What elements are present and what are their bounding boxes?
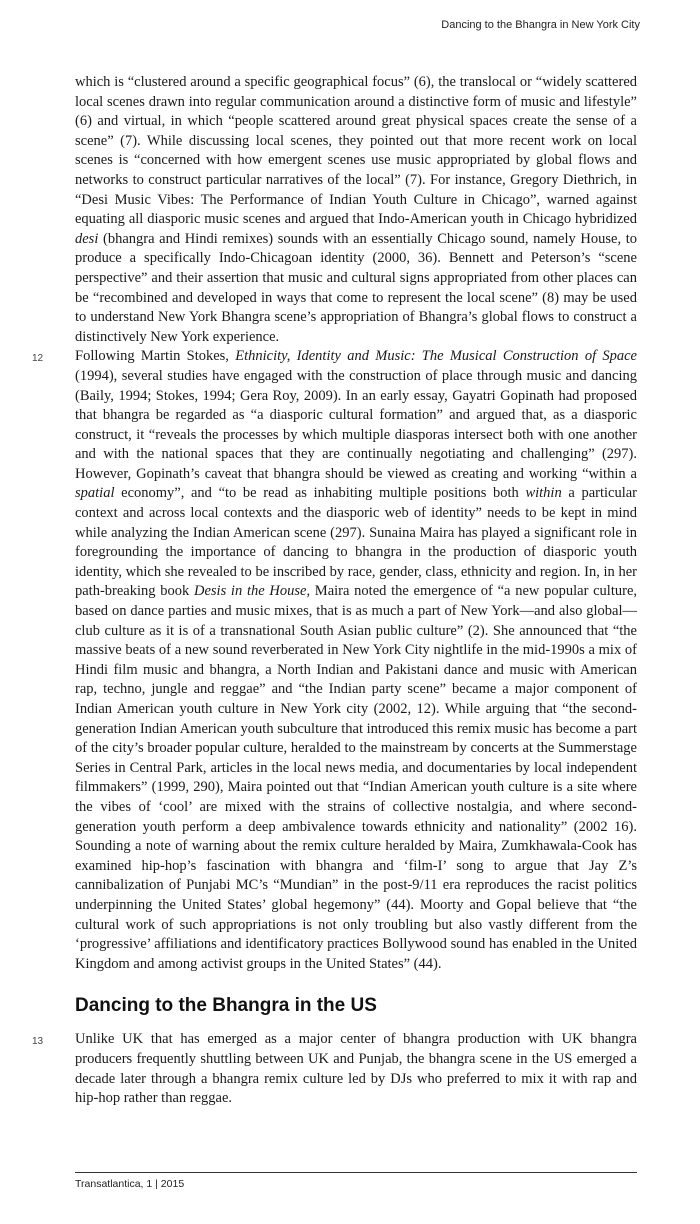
paragraph-number: 12 (32, 353, 44, 365)
paragraph-number: 13 (32, 1036, 44, 1048)
paragraph-1 (75, 73, 637, 347)
section-heading: Dancing to the Bhangra in the US (75, 995, 377, 1017)
running-head: Dancing to the Bhangra in New York City (441, 19, 640, 31)
article-body (32, 73, 638, 1109)
italic-term: desi (75, 230, 99, 247)
footer: Transatlantica, 1 | 2015 (75, 1178, 185, 1190)
footer-divider (75, 1172, 637, 1173)
paragraph-text: Following Martin Stokes, (75, 348, 236, 365)
paragraph-12 (32, 347, 638, 974)
paragraph-text: economy”, and “to be read as inhabiting multiple positions both (114, 485, 526, 502)
paragraph-13 (32, 1030, 637, 1108)
book-title: Ethnicity, Identity and Music: The Musical Construction of Space (235, 348, 637, 365)
paragraph-text: which is “clustered around a specific geographical focus” (6), the translocal or “widely scattered local scenes drawn into regular communication around a distinctive form of music and lifestyle” (6) and virtual, in which “people scattered around great physical spaces create the sense of a scene” (7). While discussing local scenes, they pointed out that more recent work on local scenes is “concerned with how emergent scenes use music appropriated by global flows and networks to construct particular narratives of the local” (7). For instance, Gregory Diethrich, in “Desi Music Vibes: The Performance of Indian Youth Culture in Chicago”, warned against equating all diasporic music scenes and argued that Indo-American youth in Chicago hybridized (75, 74, 637, 228)
paragraph-text: , Maira noted the emergence of “a new popular culture, based on dance parties and music mixes, that is as much a part of New York—and also global—club culture as it is of a transnational South Asian public culture” (2). She announced that “the massive beats of a new sound reverberated in New York City nightlife in the mid-1990s a mix of Hindi film music and bhangra, a North Indian and Pakistani dance and music with American rap, techno, jungle and reggae” and “the Indian party scene” became a major component of Indian American youth culture in New York city (2002, 12). While arguing that “the second-generation Indian American youth subculture that introduced this remix music has become a part of the city’s broader popular culture, heralded to the mainstream by concerts at the Summerstage Series in Central Park, articles in the local news media, and documentaries by local independent filmmakers” (1999, 290), Maira pointed out that “Indian American youth culture is a site where the vibes of ‘cool’ are mixed with the strains of collective nostalgia, and where second-generation youth perform a deep ambivalence towards ethnicity and nationality” (2002 16). Sounding a note of warning about the remix culture heralded by Maira, Zumkhawala-Cook has examined hip-hop’s fascination with bhangra and ‘film-I’ song to argue that Jay Z’s cannibalization of Punjabi MC’s “Mundian” in the post-9/11 era reproduces the racist politics underpinning the United States’ global hegemony” (44). Moorty and Gopal believe that “the cultural work of such appropriations is not only troubling but also vastly different from the ‘progressive’ affiliations and identificatory practices Bollywood sound has enabled in the United Kingdom and among activist groups in the United States” (44). (75, 583, 638, 972)
italic-term: spatial (75, 485, 115, 502)
book-title: Desis in the House (193, 583, 307, 600)
paragraph-text: a particular context and across local contexts and the diasporic web of identity” needs to be kept in mind while analyzing the Indian American scene (297). Sunaina Maira has played a significant role in foregrounding the importance of dancing to bhangra in the production of diasporic youth identity, which she revealed to be inscribed by race, gender, class, ethnicity and region. In, in her path-breaking book (75, 485, 637, 600)
italic-term: within (525, 485, 562, 502)
paragraph-text: (1994), several studies have engaged with the construction of place through music and dancing (Baily, 1994; Stokes, 1994; Gera Roy, 2009). In an early essay, Gayatri Gopinath had proposed that bhangra be regarded as “a diasporic cultural formation” and argued that, as a diasporic construct, it “reveals the processes by which multiple diasporas intersect both with one another and with the national spaces that they are continually negotiating and challenging” (297). However, Gopinath’s caveat that bhangra should be viewed as creating and working “within a (75, 367, 637, 482)
paragraph-text: (bhangra and Hindi remixes) sounds with an essentially Chicago sound, namely House, to produce a specifically Indo-Chicagoan identity (2000, 36). Bennett and Peterson’s “scene perspective” and their assertion that music and cultural signs appropriated from other places can be “recombined and developed in ways that come to represent the local scene” (8) may be used to understand New York Bhangra scene’s appropriation of Bhangra’s global flows to construct a distinctively New York experience. (75, 230, 637, 345)
paragraph-text: Unlike UK that has emerged as a major center of bhangra production with UK bhangra producers frequently shuttling between UK and Punjab, the bhangra scene in the US emerged a decade later through a bhangra remix culture led by DJs who preferred to mix it with rap and hip-hop rather than reggae. (75, 1031, 637, 1107)
